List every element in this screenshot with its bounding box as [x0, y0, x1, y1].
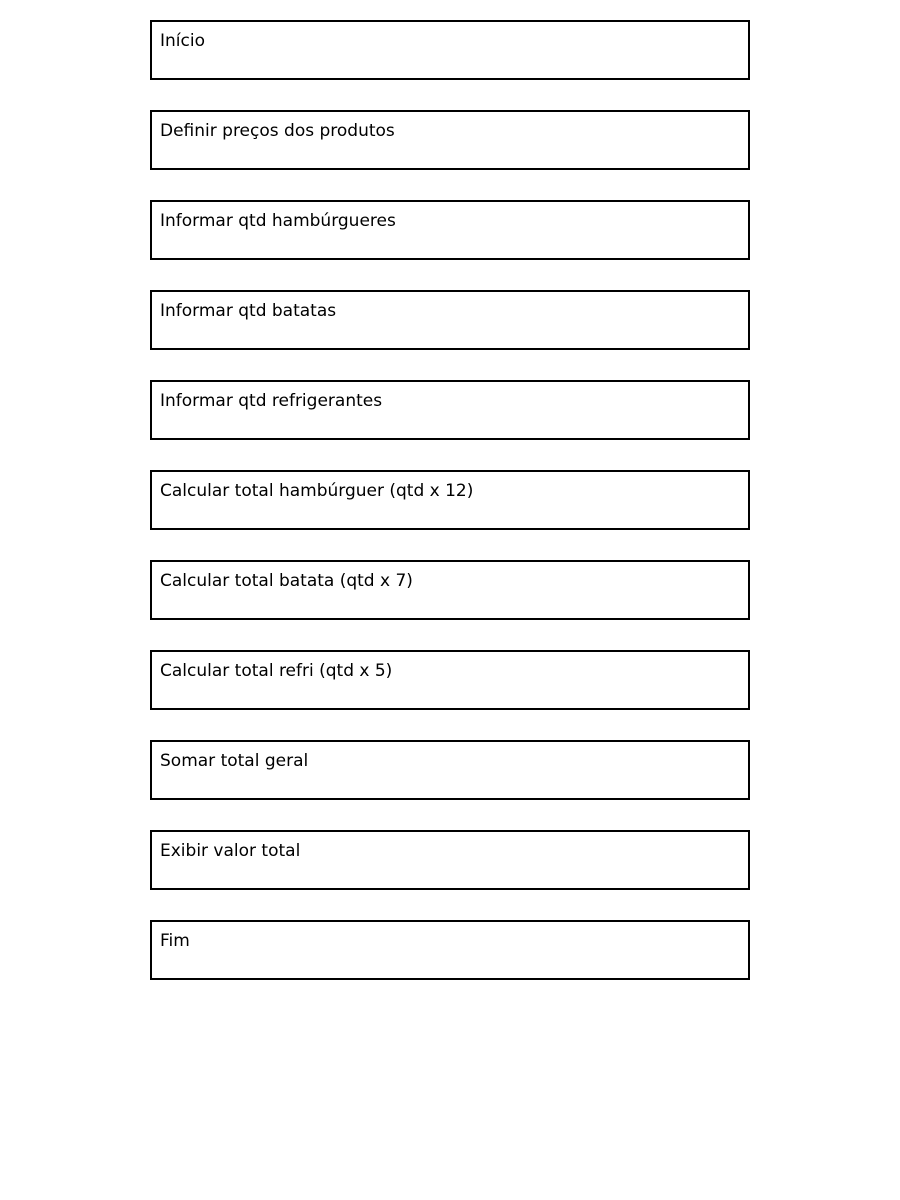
step-connector: [449, 800, 451, 830]
step-connector: [449, 440, 451, 470]
step-connector: [449, 80, 451, 110]
process-step: [150, 200, 750, 260]
process-step: [150, 380, 750, 440]
end-step: [150, 920, 750, 980]
step-label: Exibir valor total: [160, 841, 301, 861]
step-connector: [449, 710, 451, 740]
process-step: [150, 830, 750, 890]
step-connector: [449, 170, 451, 200]
step-connector: [449, 620, 451, 650]
step-label: Informar qtd refrigerantes: [160, 391, 383, 411]
step-label: Somar total geral: [160, 751, 309, 771]
process-step: [150, 740, 750, 800]
step-label: Início: [160, 31, 205, 51]
step-label: Calcular total refri (qtd x 5): [160, 661, 393, 681]
process-step: [150, 650, 750, 710]
process-step: [150, 470, 750, 530]
step-label: Fim: [160, 931, 190, 951]
step-connector: [449, 260, 451, 290]
step-label: Calcular total hambúrguer (qtd x 12): [160, 481, 474, 501]
step-label: Calcular total batata (qtd x 7): [160, 571, 413, 591]
process-step: [150, 290, 750, 350]
step-connector: [449, 530, 451, 560]
process-step: [150, 560, 750, 620]
start-step: [150, 20, 750, 80]
step-connector: [449, 350, 451, 380]
step-connector: [449, 890, 451, 920]
process-step: [150, 110, 750, 170]
step-label: Informar qtd batatas: [160, 301, 337, 321]
step-label: Definir preços dos produtos: [160, 121, 395, 141]
step-label: Informar qtd hambúrgueres: [160, 211, 396, 231]
